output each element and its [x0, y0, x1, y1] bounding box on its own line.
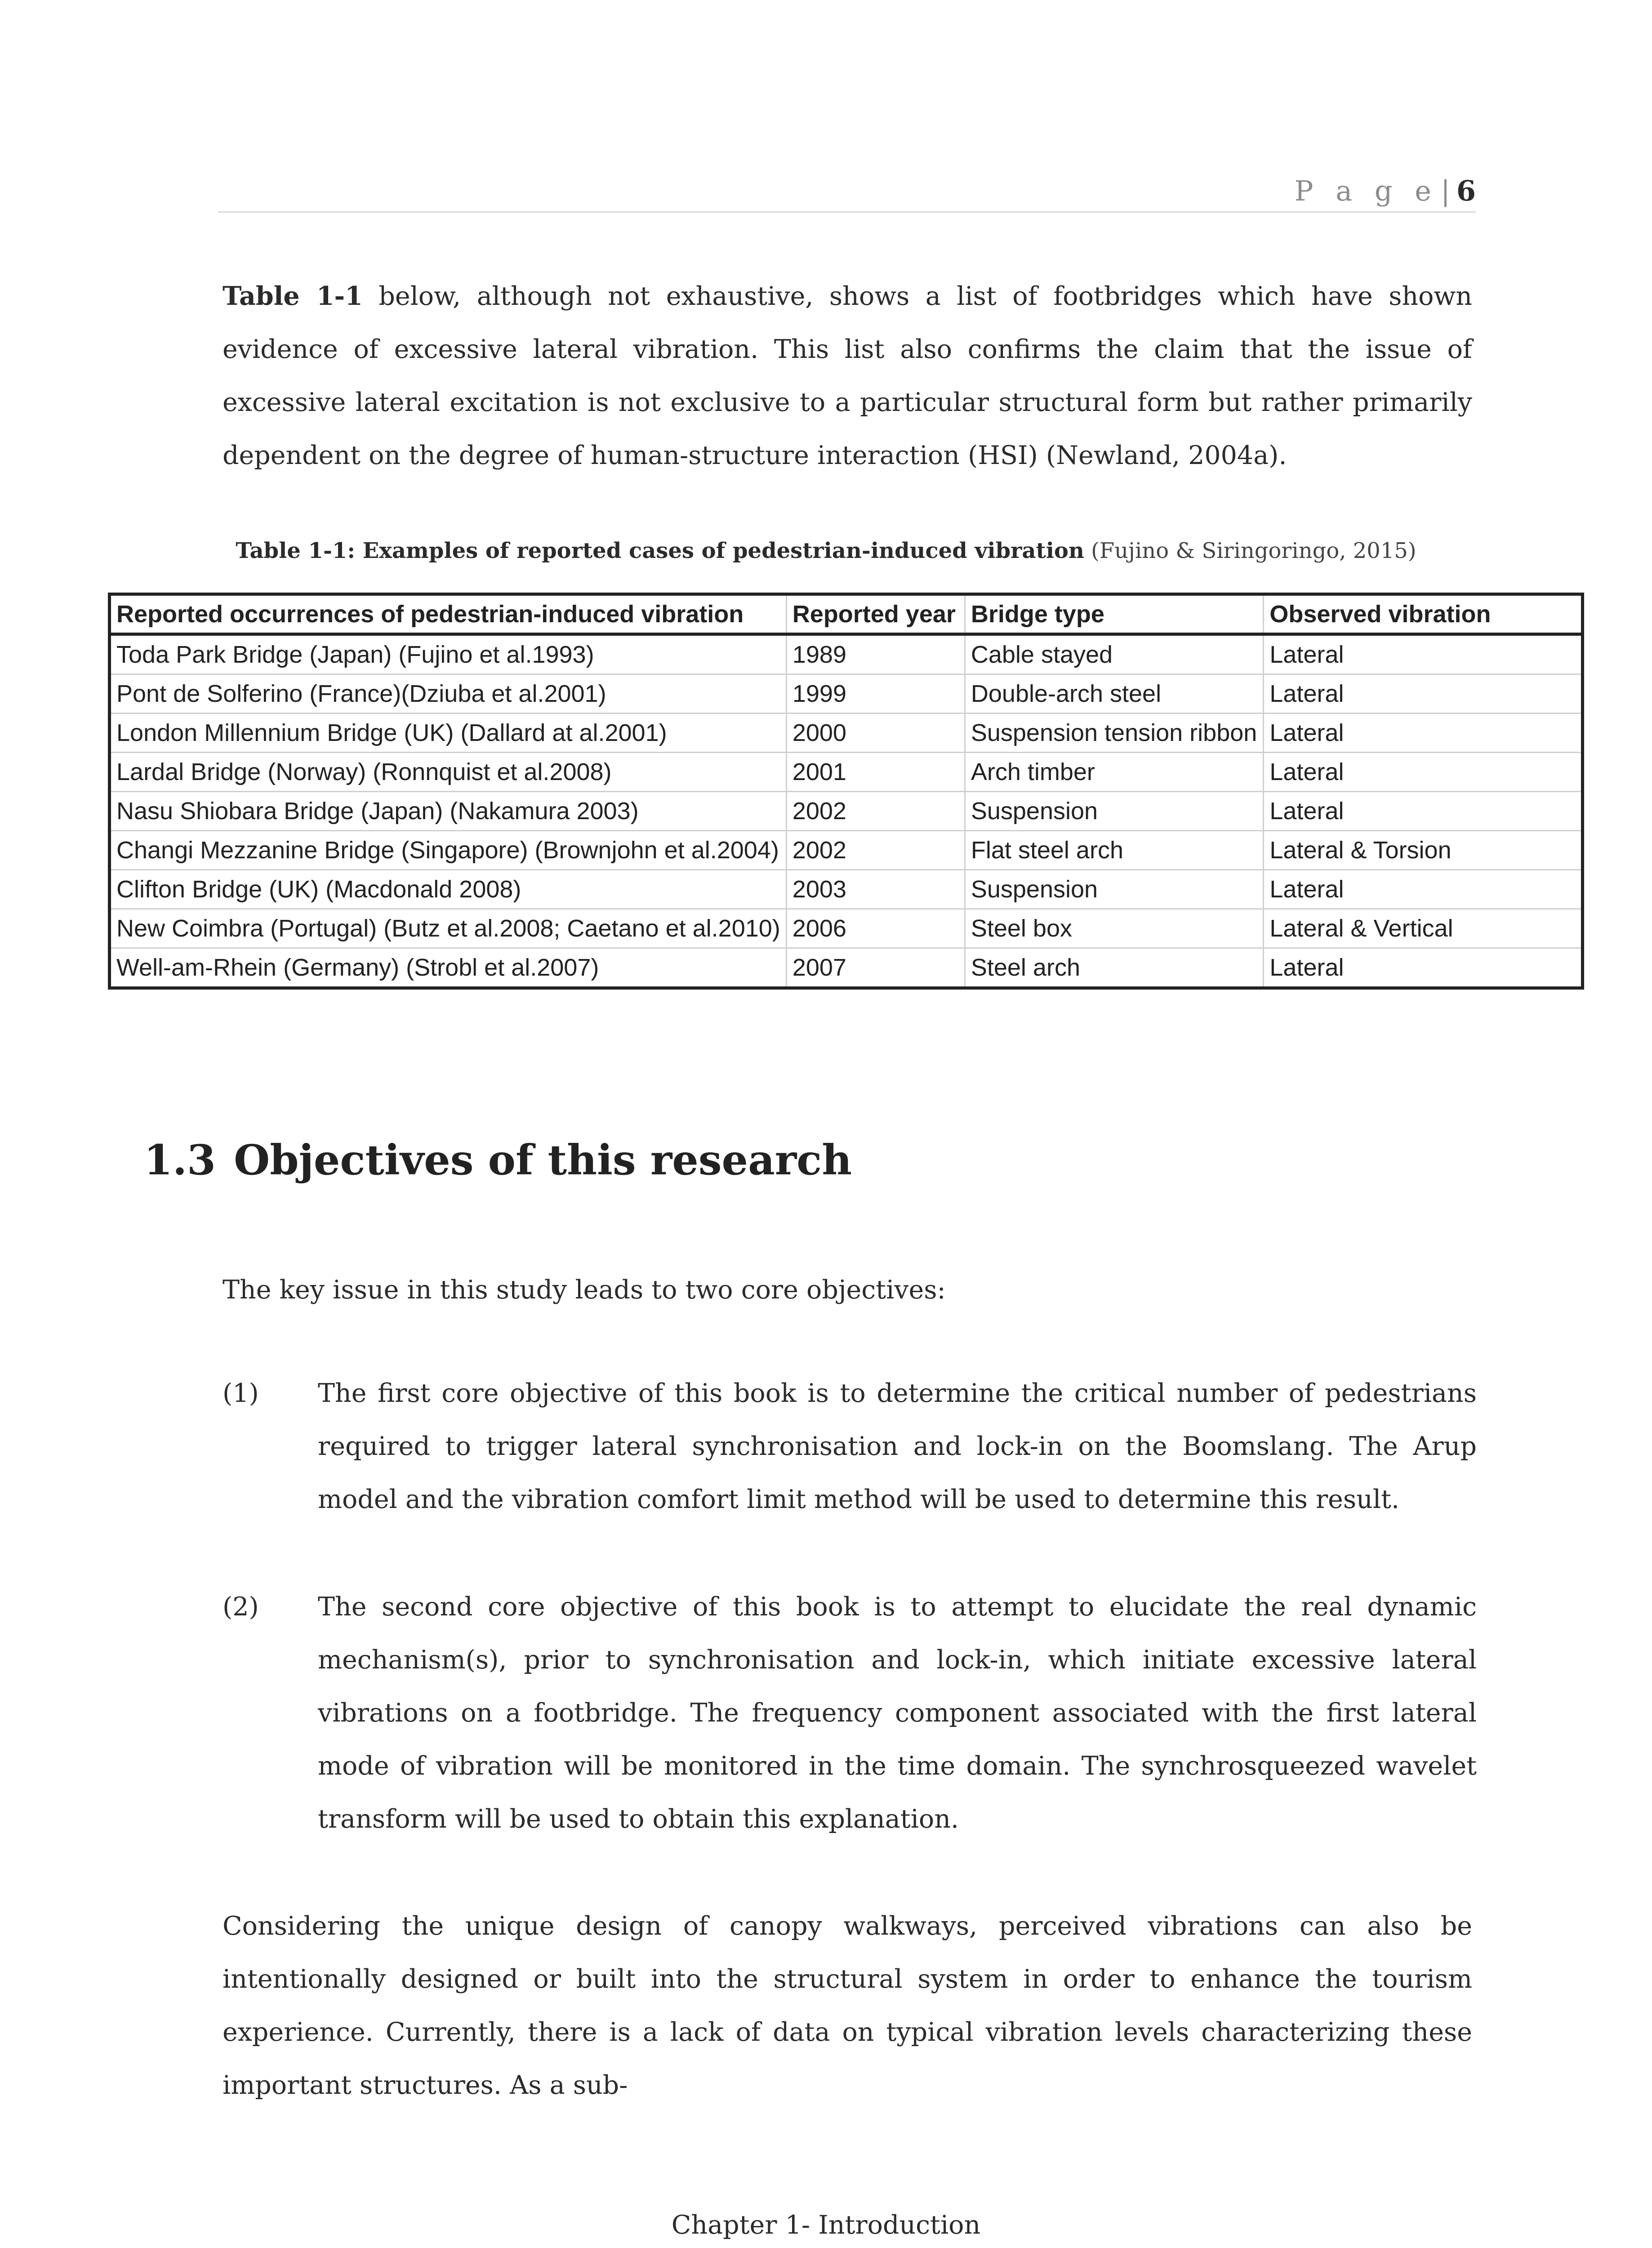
table-caption-citation: (Fujino & Siringoringo, 2015) — [1091, 538, 1416, 563]
table-cell: Lateral — [1264, 870, 1583, 909]
table-cell: Suspension — [965, 870, 1264, 909]
table-cell: Lateral — [1264, 674, 1583, 714]
table-cell: 2003 — [786, 870, 965, 909]
table-row — [110, 674, 1583, 714]
table-cell: Steel arch — [965, 948, 1264, 988]
table-row — [110, 948, 1583, 988]
table-cell: Lateral — [1264, 714, 1583, 753]
page-number: 6 — [1456, 174, 1476, 207]
table-cell: Flat steel arch — [965, 831, 1264, 870]
table-cell: Suspension — [965, 792, 1264, 831]
footer-chapter: Chapter 1- Introduction — [671, 2210, 981, 2240]
table-cell: Pont de Solferino (France)(Dziuba et al.2001) — [110, 674, 787, 714]
section-heading — [144, 1128, 852, 1191]
table-cell: Changi Mezzanine Bridge (Singapore) (Brownjohn et al.2004) — [110, 831, 787, 870]
section-title: Objectives of this research — [234, 1136, 852, 1184]
table-cell: Steel box — [965, 909, 1264, 948]
table-cell: Suspension tension ribbon — [965, 714, 1264, 753]
table-cell: Lateral — [1264, 792, 1583, 831]
footbridge-vibration-table — [108, 593, 1584, 990]
table-header-row — [110, 594, 1583, 634]
table-cell: 2006 — [786, 909, 965, 948]
table-row — [110, 831, 1583, 870]
table-cell: New Coimbra (Portugal) (Butz et al.2008; Caetano et al.2010) — [110, 909, 787, 948]
table-cell: Lateral — [1264, 634, 1583, 674]
table-row — [110, 870, 1583, 909]
table-cell: Cable stayed — [965, 634, 1264, 674]
table-reference[interactable]: Table 1-1 — [223, 281, 363, 311]
table-cell: Lateral & Vertical — [1264, 909, 1583, 948]
table-cell: Lateral — [1264, 753, 1583, 792]
column-header: Bridge type — [965, 594, 1264, 634]
table-cell: 1999 — [786, 674, 965, 714]
objectives-intro: The key issue in this study leads to two core objectives: — [223, 1275, 946, 1305]
table-cell: Well-am-Rhein (Germany) (Strobl et al.2007) — [110, 948, 787, 988]
table-cell: Clifton Bridge (UK) (Macdonald 2008) — [110, 870, 787, 909]
table-cell: Double-arch steel — [965, 674, 1264, 714]
table-cell: 2002 — [786, 792, 965, 831]
table-cell: 2002 — [786, 831, 965, 870]
objective-marker: (1) — [223, 1378, 259, 1408]
table-cell: London Millennium Bridge (UK) (Dallard at al.2001) — [110, 714, 787, 753]
table-cell: Lateral — [1264, 948, 1583, 988]
objective-text: The second core objective of this book is to attempt to elucidate the real dynamic mechanism(s), prior to synchronisation and lock-in, which initiate excessive lateral vibrations on a footbridge. The frequency component associated with the first lateral mode of vibration will be monitored in the time domain. The synchrosqueezed wavelet transform will be used to obtain this explanation. — [318, 1592, 1477, 1834]
column-header: Reported occurrences of pedestrian-induced vibration — [110, 594, 787, 634]
column-header: Reported year — [786, 594, 965, 634]
column-header: Observed vibration — [1264, 594, 1583, 634]
table-caption-title: Table 1-1: Examples of reported cases of pedestrian-induced vibration — [236, 538, 1084, 563]
closing-paragraph: Considering the unique design of canopy walkways, perceived vibrations can also be intentionally designed or built into the structural system in order to enhance the tourism experience. Currently, there is a lack of data on typical vibration levels characterizing these important structures. As a sub- — [223, 1911, 1472, 2100]
table-row — [110, 753, 1583, 792]
page-label: P a g e — [1294, 174, 1438, 207]
section-number: 1.3 — [144, 1136, 216, 1184]
table-cell: 2007 — [786, 948, 965, 988]
table-cell: Arch timber — [965, 753, 1264, 792]
page-separator: | — [1440, 174, 1450, 207]
table-row — [110, 792, 1583, 831]
page-header — [218, 171, 1476, 213]
objective-marker: (2) — [223, 1592, 259, 1622]
table-cell: Toda Park Bridge (Japan) (Fujino et al.1993) — [110, 634, 787, 674]
table-cell: Nasu Shiobara Bridge (Japan) (Nakamura 2003) — [110, 792, 787, 831]
objective-text: The first core objective of this book is to determine the critical number of pedestrians required to trigger lateral synchronisation and lock-in on the Boomslang. The Arup model and the vibration comfort limit method will be used to determine this result. — [318, 1378, 1477, 1514]
table-caption — [0, 535, 1652, 566]
table-cell: 2000 — [786, 714, 965, 753]
table-row — [110, 634, 1583, 674]
table-cell: Lardal Bridge (Norway) (Ronnquist et al.2008) — [110, 753, 787, 792]
intro-text: below, although not exhaustive, shows a list of footbridges which have shown evidence of excessive lateral vibration. This list also confirms the claim that the issue of excessive lateral excitation is not exclusive to a particular structural form but rather primarily dependent on the degree of human-structure interaction (HSI) (Newland, 2004a). — [223, 281, 1472, 470]
table-cell: Lateral & Torsion — [1264, 831, 1583, 870]
table-cell: 2001 — [786, 753, 965, 792]
table-row — [110, 714, 1583, 753]
intro-paragraph — [223, 270, 1472, 482]
table-row — [110, 909, 1583, 948]
table-cell: 1989 — [786, 634, 965, 674]
